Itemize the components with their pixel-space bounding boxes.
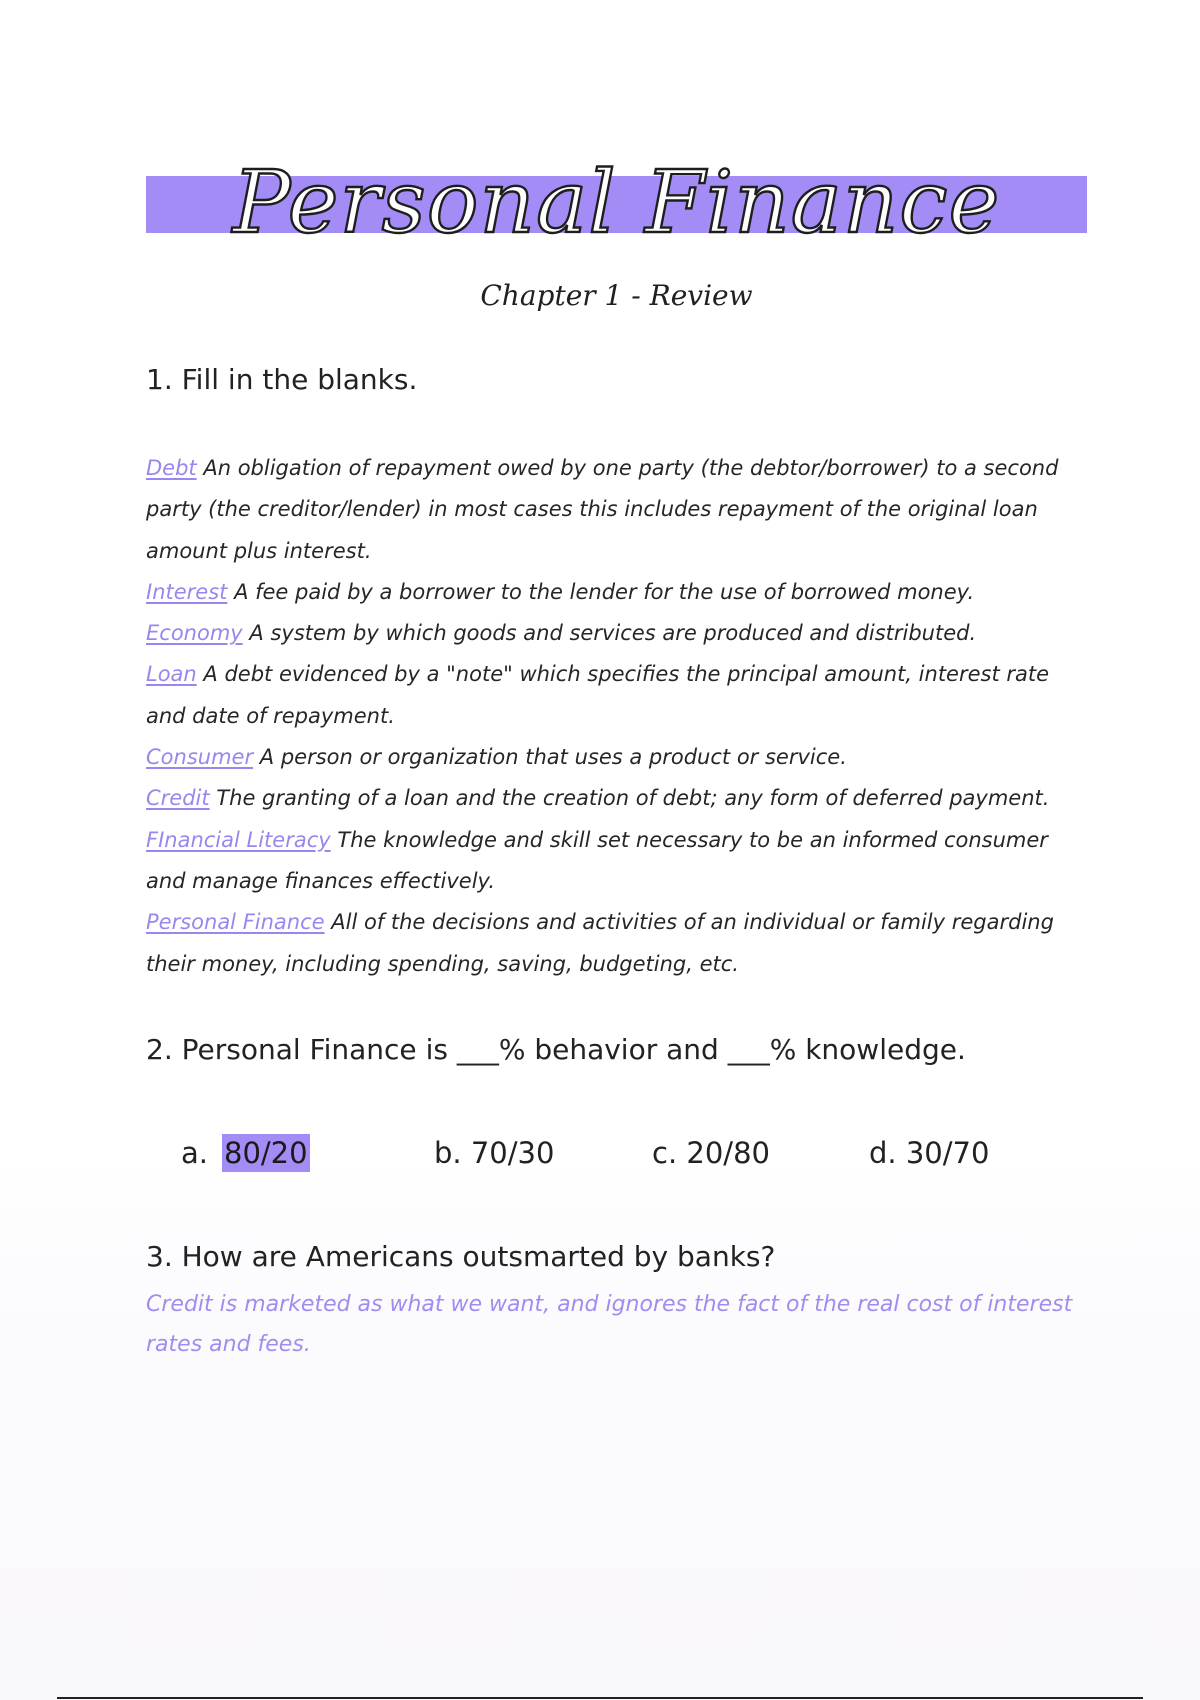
definition-item	[146, 448, 1091, 572]
definition-text: A system by which goods and services are produced and distributed.	[249, 621, 977, 646]
choice-c[interactable]	[652, 1130, 770, 1176]
choice-prefix: a.	[181, 1136, 208, 1170]
definition-item	[146, 613, 1091, 654]
choice-a[interactable]	[181, 1130, 310, 1176]
definition-text: A fee paid by a borrower to the lender for the use of borrowed money.	[234, 579, 975, 604]
definition-term: Interest	[146, 579, 228, 604]
question-3-answer: Credit is marketed as what we want, and ignores the fact of the real cost of interest rates and fees.	[146, 1292, 1073, 1357]
definition-item	[146, 572, 1091, 613]
choice-value: 70/30	[470, 1136, 555, 1170]
definition-text: An obligation of repayment owed by one party (the debtor/borrower) to a second party (the creditor/lender) in most cases this includes repayment of the original loan amount plus interest.	[146, 456, 1059, 563]
choice-prefix: d.	[869, 1136, 897, 1170]
definition-item	[146, 778, 1091, 819]
page-title: Personal Finance	[232, 153, 1001, 253]
definitions-list	[146, 448, 1091, 985]
definition-item	[146, 820, 1091, 903]
definition-term: FInancial Literacy	[146, 827, 331, 852]
definition-term: Loan	[146, 662, 197, 687]
definition-term: Consumer	[146, 745, 254, 770]
choice-prefix: c.	[652, 1136, 678, 1170]
definition-text: A debt evidenced by a "note" which specifies the principal amount, interest rate and date of repayment.	[146, 662, 1050, 728]
definition-term: Debt	[146, 456, 197, 480]
choice-d[interactable]	[869, 1130, 989, 1176]
definition-item	[146, 654, 1091, 737]
choice-value: 20/80	[686, 1136, 770, 1170]
footer-divider	[57, 1697, 1143, 1699]
page-subtitle: Chapter 1 - Review	[480, 279, 753, 312]
definition-text: A person or organization that uses a product or service.	[259, 745, 847, 770]
question-1-heading: 1. Fill in the blanks.	[146, 363, 418, 396]
definition-term: Credit	[146, 786, 210, 811]
definition-text: The granting of a loan and the creation of debt; any form of deferred payment.	[216, 786, 1050, 811]
definition-item	[146, 737, 1091, 778]
question-2-heading: 2. Personal Finance is ___% behavior and ___% knowledge.	[146, 1033, 966, 1066]
definition-term: Personal Finance	[146, 910, 325, 935]
definition-item	[146, 902, 1091, 985]
definition-text: The knowledge and skill set necessary to be an informed consumer and manage finances effectively.	[146, 827, 1048, 893]
choice-prefix: b.	[434, 1136, 462, 1170]
answer-choices	[0, 1130, 1200, 1176]
choice-value: 30/70	[905, 1136, 990, 1170]
choice-b[interactable]	[434, 1130, 554, 1176]
choice-value-selected: 80/20	[224, 1136, 308, 1170]
definition-term: Economy	[146, 621, 243, 646]
question-3-heading: 3. How are Americans outsmarted by banks?	[146, 1240, 776, 1273]
definition-text: All of the decisions and activities of an individual or family regarding their money, including spending, saving, budgeting, etc.	[146, 910, 1054, 976]
